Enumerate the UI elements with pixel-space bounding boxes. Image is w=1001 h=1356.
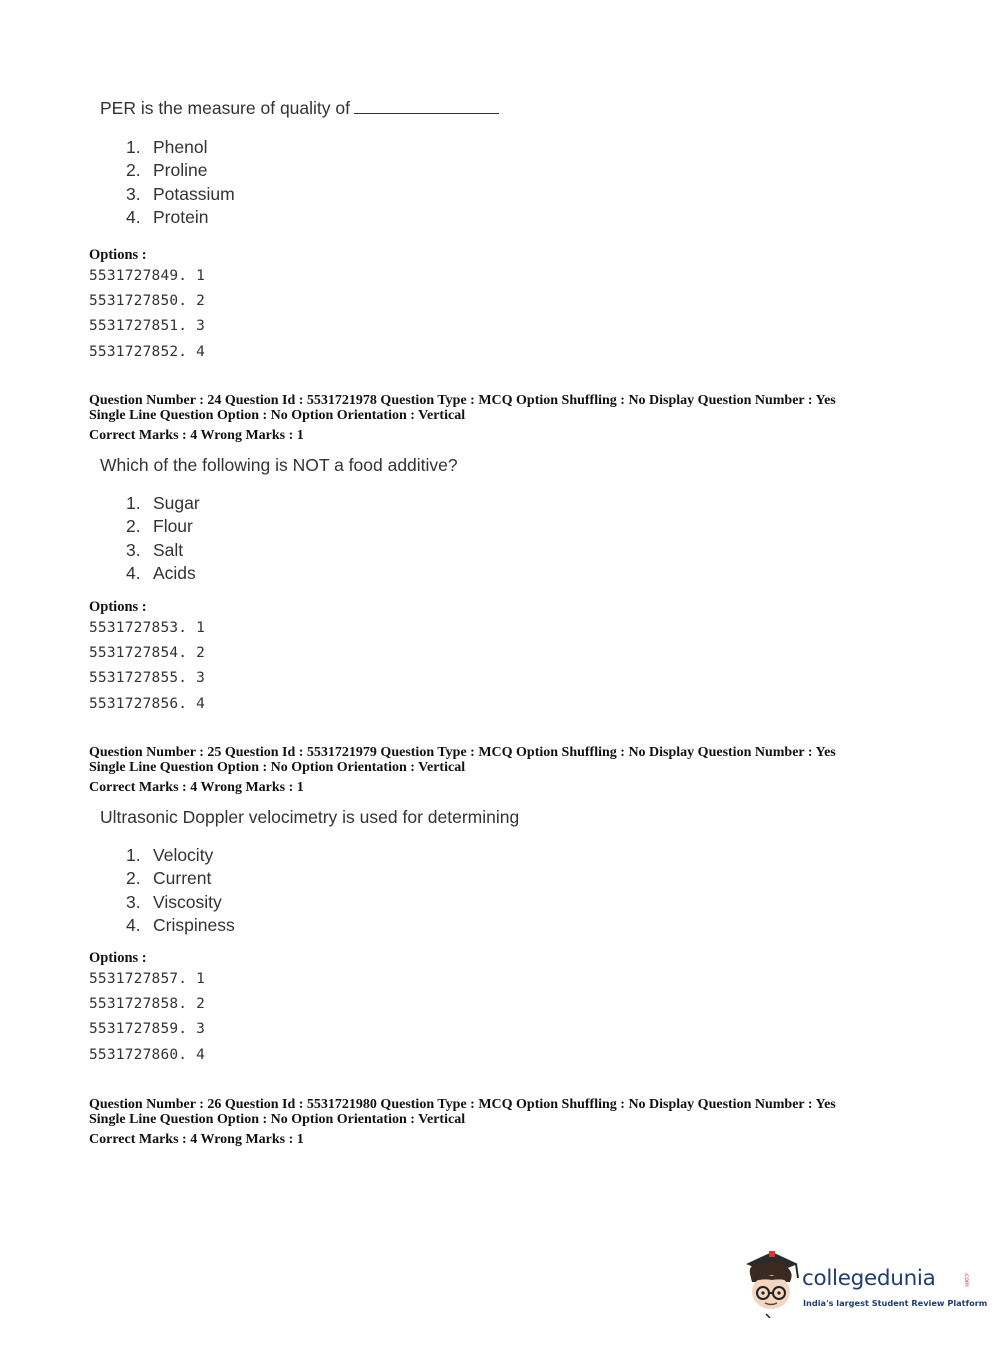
choice-item: 1. Velocity bbox=[126, 845, 214, 865]
marks-line: Correct Marks : 4 Wrong Marks : 1 bbox=[89, 780, 304, 795]
meta-line: Question Number : 24 Question Id : 5531721978 Question Type : MCQ Option Shuffling : No Display Question Number : Yes bbox=[89, 393, 836, 408]
question-text-label: PER is the measure of quality of bbox=[100, 98, 350, 118]
option-id-item: 5531727857. 1 bbox=[89, 971, 206, 987]
meta-line: Question Number : 26 Question Id : 5531721980 Question Type : MCQ Option Shuffling : No Display Question Number : Yes bbox=[89, 1097, 836, 1112]
collegedunia-logo bbox=[742, 1248, 988, 1320]
choice-item: 2. Proline bbox=[126, 160, 208, 181]
option-id-item: 5531727851. 3 bbox=[89, 318, 206, 335]
options-heading: Options : bbox=[89, 247, 147, 263]
option-id-list bbox=[89, 616, 205, 717]
choice-list bbox=[126, 136, 235, 229]
choice-item: 3. Potassium bbox=[126, 183, 235, 204]
logo-tagline: India's largest Student Review Platform bbox=[803, 1298, 988, 1308]
option-id-item: 5531727855. 3 bbox=[89, 670, 206, 687]
choice-item: 4. Protein bbox=[126, 206, 209, 227]
option-id-list bbox=[89, 967, 205, 1068]
choice-item: 1. Phenol bbox=[126, 137, 208, 157]
choice-item: 2. Current bbox=[126, 868, 212, 889]
meta-line: Single Line Question Option : No Option Orientation : Vertical bbox=[89, 408, 466, 423]
choice-item: 2. Flour bbox=[126, 516, 193, 537]
option-id-item: 5531727850. 2 bbox=[89, 293, 206, 310]
option-id-item: 5531727854. 2 bbox=[89, 645, 206, 662]
logo-wordmark: collegedunia bbox=[802, 1266, 936, 1291]
logo-suffix: .com bbox=[963, 1272, 970, 1287]
meta-line: Single Line Question Option : No Option Orientation : Vertical bbox=[89, 1112, 466, 1127]
choice-list bbox=[126, 844, 235, 937]
choice-item: 3. Viscosity bbox=[126, 891, 222, 912]
student-mascot-icon bbox=[742, 1248, 802, 1318]
choice-item: 4. Crispiness bbox=[126, 914, 235, 935]
choice-item: 1. Sugar bbox=[126, 493, 200, 513]
question-meta bbox=[89, 393, 836, 443]
choice-list bbox=[126, 492, 200, 585]
option-id-item: 5531727859. 3 bbox=[89, 1021, 206, 1038]
option-id-item: 5531727853. 1 bbox=[89, 620, 206, 636]
question-text bbox=[100, 98, 499, 119]
meta-line: Question Number : 25 Question Id : 5531721979 Question Type : MCQ Option Shuffling : No Display Question Number : Yes bbox=[89, 745, 836, 760]
fill-blank-line bbox=[354, 112, 499, 114]
question-text: Ultrasonic Doppler velocimetry is used for determining bbox=[100, 807, 520, 827]
marks-line: Correct Marks : 4 Wrong Marks : 1 bbox=[89, 1132, 304, 1147]
option-id-item: 5531727852. 4 bbox=[89, 343, 206, 360]
option-id-item: 5531727849. 1 bbox=[89, 268, 206, 284]
choice-item: 3. Salt bbox=[126, 539, 184, 560]
question-text: Which of the following is NOT a food additive? bbox=[100, 455, 458, 475]
option-id-item: 5531727860. 4 bbox=[89, 1046, 206, 1063]
options-heading: Options : bbox=[89, 599, 147, 615]
options-heading: Options : bbox=[89, 950, 147, 966]
option-id-item: 5531727856. 4 bbox=[89, 695, 206, 712]
choice-item: 4. Acids bbox=[126, 562, 196, 583]
marks-line: Correct Marks : 4 Wrong Marks : 1 bbox=[89, 428, 304, 443]
meta-line: Single Line Question Option : No Option Orientation : Vertical bbox=[89, 760, 466, 775]
option-id-list bbox=[89, 264, 205, 365]
question-meta bbox=[89, 745, 836, 795]
option-id-item: 5531727858. 2 bbox=[89, 996, 206, 1013]
question-meta bbox=[89, 1097, 836, 1147]
